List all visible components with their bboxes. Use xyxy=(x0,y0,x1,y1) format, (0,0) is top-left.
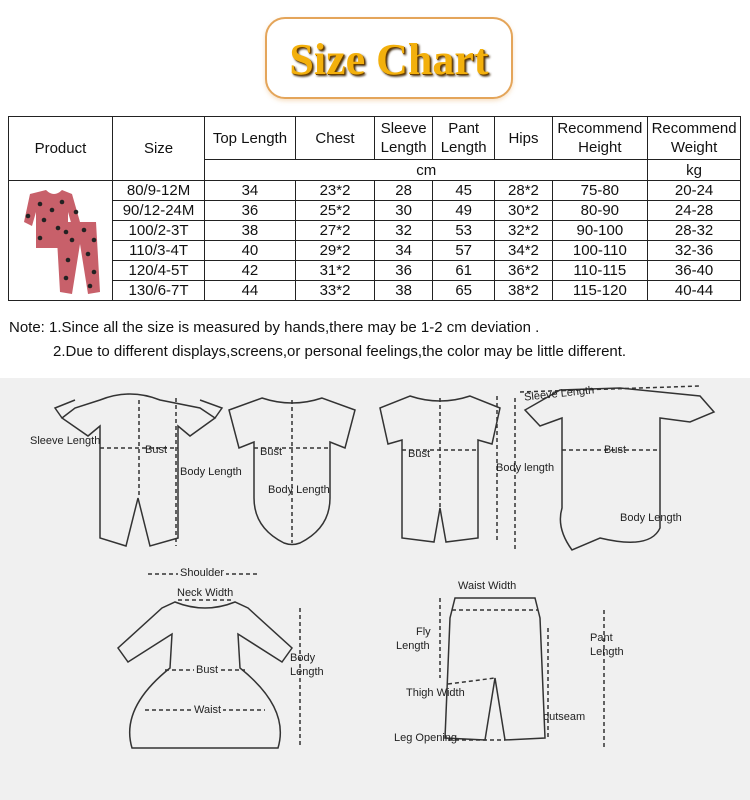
label-length: Length xyxy=(590,646,624,658)
pant-length-cell: 61 xyxy=(432,261,494,281)
chest-cell: 27*2 xyxy=(295,221,375,241)
unit-cm: cm xyxy=(205,160,648,181)
height-cell: 90-100 xyxy=(552,221,648,241)
label-sleeve-length: Sleeve Length xyxy=(30,435,101,447)
table-row xyxy=(9,261,741,281)
hips-cell: 36*2 xyxy=(495,261,552,281)
pant-length-cell: 65 xyxy=(432,281,494,301)
sleeve-length-cell: 30 xyxy=(375,201,433,221)
note-line-1: Note: 1.Since all the size is measured by hands,there may be 1-2 cm deviation . xyxy=(9,319,540,336)
label-bust: Bust xyxy=(604,444,627,456)
label-pant: Pant xyxy=(590,632,613,644)
size-cell: 120/4-5T xyxy=(112,261,204,281)
label-body-length: Body Length xyxy=(268,484,330,496)
label-body: Body xyxy=(290,652,316,664)
hips-cell: 34*2 xyxy=(495,241,552,261)
label-bust: Bust xyxy=(408,448,431,460)
label-waist-width: Waist Width xyxy=(458,580,517,592)
label-length: Length xyxy=(396,640,430,652)
label-sleeve-length: Sleeve Length xyxy=(523,384,595,404)
chest-cell: 29*2 xyxy=(295,241,375,261)
table-row xyxy=(9,181,741,201)
header-chest: Chest xyxy=(295,117,375,160)
size-cell: 100/2-3T xyxy=(112,221,204,241)
measurement-diagram xyxy=(0,378,750,800)
pajama-product-image xyxy=(10,182,110,300)
label-bust: Bust xyxy=(196,664,219,676)
weight-cell: 28-32 xyxy=(648,221,741,241)
top-length-cell: 40 xyxy=(205,241,295,261)
label-outseam: outseam xyxy=(543,711,586,723)
label-length: Length xyxy=(290,666,324,678)
height-cell: 75-80 xyxy=(552,181,648,201)
label-fly: Fly xyxy=(416,626,431,638)
hips-cell: 32*2 xyxy=(495,221,552,241)
unit-kg: kg xyxy=(648,160,741,181)
size-cell: 110/3-4T xyxy=(112,241,204,261)
pant-length-cell: 49 xyxy=(432,201,494,221)
label-thigh-width: Thigh Width xyxy=(406,687,465,699)
hips-cell: 38*2 xyxy=(495,281,552,301)
chest-cell: 33*2 xyxy=(295,281,375,301)
weight-cell: 40-44 xyxy=(648,281,741,301)
table-row xyxy=(9,281,741,301)
label-shoulder: Shoulder xyxy=(180,567,225,579)
sleeve-length-cell: 36 xyxy=(375,261,433,281)
sleeve-length-cell: 32 xyxy=(375,221,433,241)
weight-cell: 32-36 xyxy=(648,241,741,261)
top-length-cell: 44 xyxy=(205,281,295,301)
height-cell: 110-115 xyxy=(552,261,648,281)
pant-length-cell: 57 xyxy=(432,241,494,261)
sleeve-length-cell: 38 xyxy=(375,281,433,301)
label-bust: Bust xyxy=(260,446,283,458)
label-leg-opening: Leg Opening xyxy=(394,732,457,744)
height-cell: 100-110 xyxy=(552,241,648,261)
label-body-length: Body Length xyxy=(620,512,682,524)
garment-illustrations xyxy=(0,378,750,800)
table-header-row xyxy=(9,117,741,160)
header-hips: Hips xyxy=(495,117,552,160)
hips-cell: 30*2 xyxy=(495,201,552,221)
header-product: Product xyxy=(9,117,113,181)
hips-cell: 28*2 xyxy=(495,181,552,201)
chest-cell: 23*2 xyxy=(295,181,375,201)
weight-cell: 24-28 xyxy=(648,201,741,221)
size-cell: 80/9-12M xyxy=(112,181,204,201)
chest-cell: 25*2 xyxy=(295,201,375,221)
header-size: Size xyxy=(112,117,204,181)
label-waist: Waist xyxy=(194,704,222,716)
header-sleeve-length: Sleeve Length xyxy=(375,117,433,160)
weight-cell: 20-24 xyxy=(648,181,741,201)
height-cell: 115-120 xyxy=(552,281,648,301)
title-frame xyxy=(265,17,513,99)
top-length-cell: 38 xyxy=(205,221,295,241)
table-row xyxy=(9,241,741,261)
height-cell: 80-90 xyxy=(552,201,648,221)
header-recommend-height: Recommend Height xyxy=(552,117,648,160)
page-title: Size Chart xyxy=(289,35,489,84)
label-neck-width: Neck Width xyxy=(177,587,234,599)
size-cell: 90/12-24M xyxy=(112,201,204,221)
size-table xyxy=(8,116,741,301)
top-length-cell: 36 xyxy=(205,201,295,221)
chest-cell: 31*2 xyxy=(295,261,375,281)
size-cell: 130/6-7T xyxy=(112,281,204,301)
table-row xyxy=(9,221,741,241)
pant-length-cell: 45 xyxy=(432,181,494,201)
label-body-length-lower: Body length xyxy=(496,462,555,474)
header-top-length: Top Length xyxy=(205,117,295,160)
note-line-2: 2.Due to different displays,screens,or personal feelings,the color may be little different. xyxy=(53,343,627,360)
header-pant-length: Pant Length xyxy=(432,117,494,160)
sleeve-length-cell: 28 xyxy=(375,181,433,201)
top-length-cell: 34 xyxy=(205,181,295,201)
weight-cell: 36-40 xyxy=(648,261,741,281)
label-bust: Bust xyxy=(145,444,168,456)
table-row xyxy=(9,201,741,221)
label-body-length: Body Length xyxy=(180,466,242,478)
product-image-cell xyxy=(9,181,113,301)
pant-length-cell: 53 xyxy=(432,221,494,241)
header-recommend-weight: Recommend Weight xyxy=(648,117,741,160)
sleeve-length-cell: 34 xyxy=(375,241,433,261)
top-length-cell: 42 xyxy=(205,261,295,281)
